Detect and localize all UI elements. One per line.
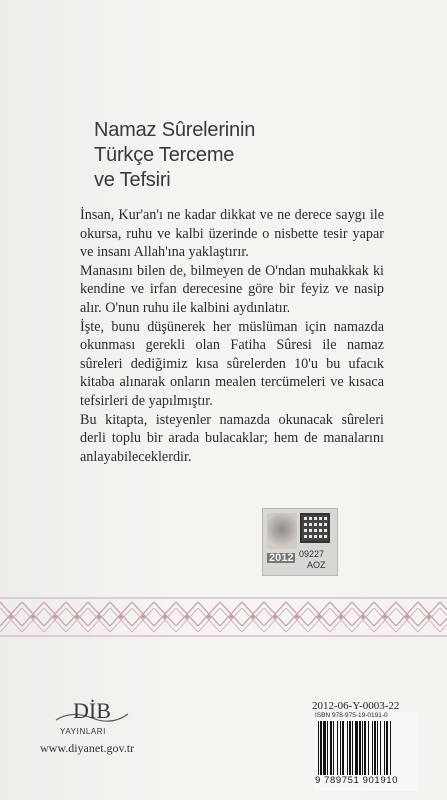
sticker-code: 09227 — [299, 549, 325, 559]
barcode-bar — [323, 721, 326, 775]
qr-code-icon — [300, 513, 330, 543]
logo-letters: DİB — [73, 698, 111, 723]
publisher-website: www.diyanet.gov.tr — [40, 741, 135, 755]
barcode-bar — [364, 721, 366, 775]
title-line-2: Türkçe Terceme — [94, 144, 235, 166]
barcode-bar — [386, 721, 388, 775]
barcode-bar — [377, 721, 378, 775]
barcode-bar — [337, 721, 338, 775]
barcode-bar — [359, 721, 361, 775]
barcode-bar — [362, 721, 363, 775]
barcode-bar — [327, 721, 328, 775]
paragraph-1: İnsan, Kur'an'ı ne kadar dikkat ve ne derece saygı ile okursa, ruhu ve kalbi üzerinde o nisbette tesir yapar ve insanı Allah'ına yaklaştırır. — [80, 207, 384, 261]
barcode-bar — [347, 721, 348, 775]
barcode-bar — [352, 721, 353, 775]
barcode-bar — [384, 721, 385, 775]
barcode-bar — [333, 721, 334, 775]
barcode-bars — [317, 721, 415, 775]
book-title — [94, 118, 394, 193]
barcode-bar — [374, 721, 376, 775]
barcode-bar — [340, 721, 341, 775]
seal-icon — [267, 513, 297, 549]
isbn-barcode — [315, 712, 419, 791]
catalog-code: 2012-06-Y-0003-22 — [312, 700, 400, 712]
barcode-bar — [342, 721, 344, 775]
hologram-sticker — [262, 508, 338, 576]
dib-logo-icon — [52, 690, 132, 730]
paragraph-4: Bu kitapta, isteyenler namazda okunacak sûreleri derli toplu bir arada bulacaklar; hem de manalarını anlayabileceklerdir. — [80, 411, 384, 465]
barcode-bar — [368, 721, 369, 775]
decorative-border-pattern — [0, 596, 447, 638]
barcode-bar — [330, 721, 332, 775]
barcode-bar — [320, 721, 322, 775]
barcode-bar — [355, 721, 358, 775]
sticker-suffix: AOZ — [307, 560, 326, 570]
publisher-name: YAYINLARI — [60, 727, 107, 736]
isbn-label: ISBN 978-975-19-0191-0 — [315, 712, 388, 719]
barcode-bar — [349, 721, 351, 775]
barcode-digits: 9 789751 901910 — [315, 775, 398, 786]
barcode-bar — [372, 721, 373, 775]
sticker-year: 2012 — [269, 552, 294, 564]
paragraph-3: İşte, bunu düşünerek her müslüman için namazda okunması gerekli olan Fatiha Sûresi ile namaz sûreleri dediğimiz kısa sûrelerden 10'u bu ufacık kitaba alınarak onların mealen tercümeleri ve kısaca tefsirleri de yapılmıştır. — [80, 318, 384, 409]
paragraph-2: Manasını bilen de, bilmeyen de O'ndan muhakkak ki kendine ve irfan derecesine göre bir feyiz ve nasip alır. O'nun ruhu ile kalbini aydınlatır. — [80, 262, 384, 316]
title-line-1: Namaz Sûrelerinin — [94, 119, 256, 141]
barcode-bar — [390, 721, 391, 775]
blurb-text — [80, 206, 384, 466]
barcode-bar — [318, 721, 319, 775]
title-line-3: ve Tefsiri — [94, 169, 171, 191]
barcode-bar — [380, 721, 381, 775]
